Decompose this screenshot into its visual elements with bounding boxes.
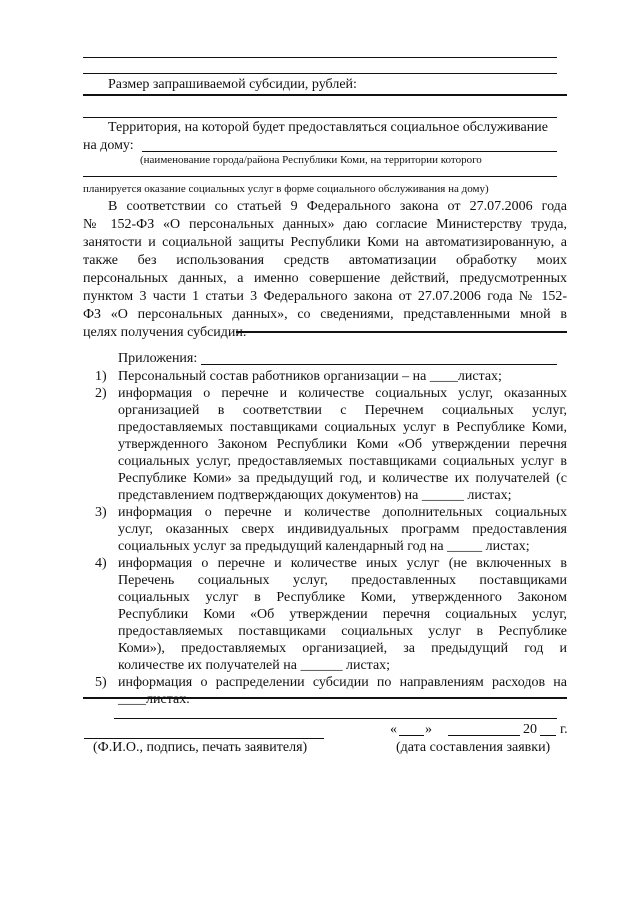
attachment-line: организацией в соответствии с Перечнем социальных услуг, — [118, 403, 567, 418]
attachment-line: предоставляемых поставщиками социальных услуг в Республике — [118, 624, 567, 639]
attachment-item-3 — [85, 504, 567, 555]
attachment-number: 4) — [95, 556, 107, 571]
consent-line: занятости и социальной защиты Республики Коми на автоматизированную, а — [83, 235, 567, 250]
attachment-item-1 — [85, 368, 567, 385]
attachment-line: представлением подтверждающих документов) на ______ листах; — [118, 488, 512, 503]
date-year-field[interactable] — [540, 735, 556, 736]
consent-line: ФЗ «О персональных данных», со сведениями, представленными мной в — [83, 307, 567, 322]
attachment-item-2 — [85, 385, 567, 504]
consent-line: пунктом 3 части 1 статьи 3 Федерального закона от 27.07.2006 года № 152- — [83, 289, 567, 304]
attachments-title: Приложения: — [118, 351, 198, 366]
signature-field[interactable] — [114, 718, 557, 719]
date-year-suffix: г. — [560, 722, 568, 737]
attachment-line: социальных услуг в Республике Коми, утвержденного Законом — [118, 590, 567, 605]
territory-hint: (наименование города/района Республики Коми, на территории которого — [140, 154, 482, 166]
attachments-list — [85, 368, 567, 708]
attachment-item-5 — [85, 674, 567, 708]
consent-line: также без использования средств автоматизации обработку моих — [83, 253, 567, 268]
date-day-field[interactable] — [399, 735, 424, 736]
territory-label: Территория, на которой будет предоставляться социальное обслуживание — [108, 120, 548, 135]
attachment-line: информация о перечне и количестве социальных услуг, оказанных — [118, 386, 567, 401]
date-caption: (дата составления заявки) — [396, 740, 551, 755]
attachment-number: 5) — [95, 675, 107, 690]
attachment-number: 2) — [95, 386, 107, 401]
consent-line: целях получения субсидии. — [83, 325, 247, 340]
attachment-line: Республики Коми «Об утверждении перечня социальных услуг, — [118, 607, 567, 622]
attachment-line: информация о перечне и количестве дополнительных социальных — [118, 505, 567, 520]
attachment-line: Коми»), предоставляемых организацией, за предыдущий год и — [118, 641, 567, 656]
territory-field-line-2[interactable] — [83, 176, 557, 177]
subsidy-amount-field[interactable] — [83, 94, 567, 96]
attachment-item-4 — [85, 555, 567, 674]
date-year-prefix: 20 — [523, 722, 537, 737]
attachment-line: количестве их получателей на ______ листах; — [118, 658, 391, 673]
attachment-line: утвержденного Законом Республики Коми «Об утверждении перечня — [118, 437, 567, 452]
consent-line: № 152-ФЗ «О персональных данных» даю согласие Министерству труда, — [83, 217, 567, 232]
attachment-line: Республике Коми» за предыдущий год, и количестве их получателей (с — [118, 471, 567, 486]
attachment-line: услуг, оказанных сверх индивидуальных программ предоставления — [118, 522, 567, 537]
territory-field[interactable] — [142, 151, 557, 152]
applicant-signature-caption: (Ф.И.О., подпись, печать заявителя) — [93, 740, 308, 755]
blank-line-after-subsidy[interactable] — [83, 117, 557, 118]
attachment-line: социальных услуг за предыдущий календарный год на _____ листах; — [118, 539, 530, 554]
date-open-quote: « — [390, 722, 397, 737]
territory-hint-cont: планируется оказание социальных услуг в форме социального обслуживания на дому) — [83, 183, 489, 195]
blank-line-top-1[interactable] — [83, 57, 557, 58]
attachment-line: социальных услуг, предоставляемых поставщиками социальных услуг в — [118, 454, 567, 469]
consent-paragraph — [83, 198, 567, 342]
attachment-line: Перечень социальных услуг, предоставленных поставщиками — [118, 573, 567, 588]
attachment-number: 3) — [95, 505, 107, 520]
date-close-quote: » — [425, 722, 432, 737]
date-month-field[interactable] — [448, 735, 520, 736]
attachment-line: информация о распределении субсидии по направлениям расходов на — [118, 675, 567, 690]
attachment-line: ____листах. — [118, 692, 190, 707]
territory-label-cont: на дому: — [83, 138, 134, 153]
subsidy-amount-label: Размер запрашиваемой субсидии, рублей: — [108, 77, 357, 92]
attachments-bottom-line — [83, 697, 567, 699]
attachment-line: предоставляемых поставщиками социальных услуг в Республике Коми, — [118, 420, 567, 435]
consent-line: В соответствии со статьей 9 Федерального закона от 27.07.2006 года — [108, 199, 567, 214]
consent-underline — [236, 331, 567, 333]
attachments-title-line[interactable] — [201, 364, 557, 365]
attachment-line: Персональный состав работников организации – на ____листах; — [118, 369, 502, 384]
blank-line-top-2[interactable] — [83, 73, 557, 74]
attachment-number: 1) — [95, 369, 107, 384]
consent-line: персональных данных, а именно совершение действий, предусмотренных — [83, 271, 567, 286]
attachment-line: информация о перечне и количестве иных услуг (не включенных в — [118, 556, 567, 571]
